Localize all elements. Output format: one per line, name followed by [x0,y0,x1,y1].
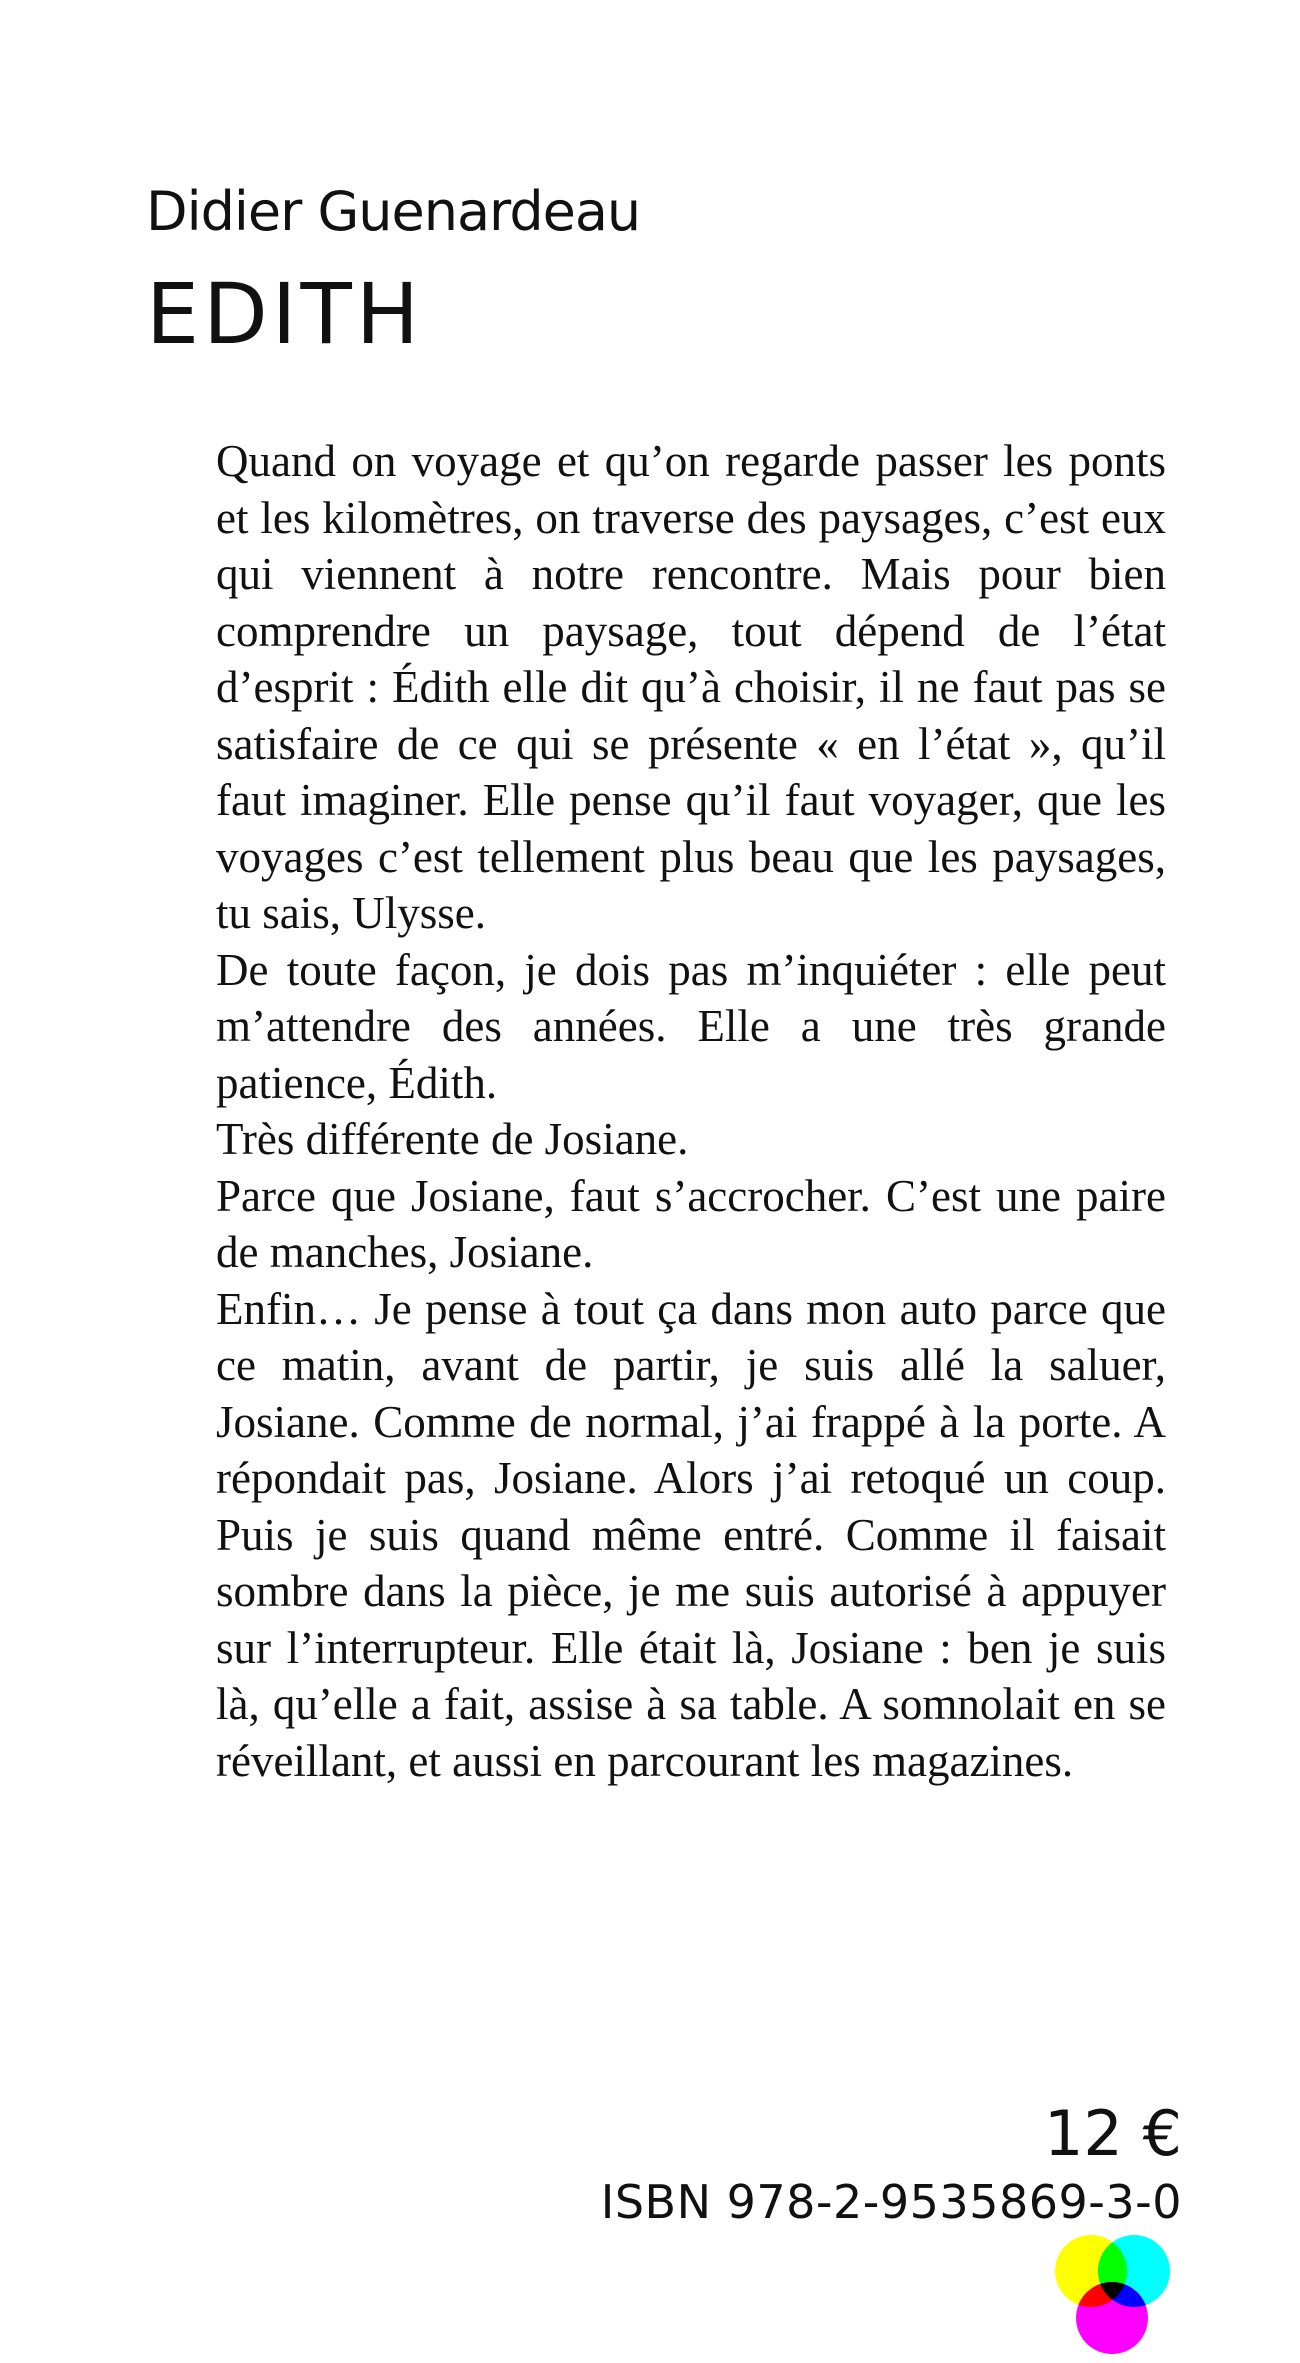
blurb-text [216,433,1166,1789]
price-label: 12 € [1043,2097,1182,2170]
blurb-paragraph: Enfin… Je pense à tout ça dans mon auto parce que ce matin, avant de partir, je suis allé la saluer, Josiane. Comme de normal, j’ai frappé à la porte. A répondait pas, Josiane. Alors j’ai retoqué un coup. Puis je suis quand même entré. Comme il faisait sombre dans la pièce, je me suis autorisé à appuyer sur l’interrupteur. Elle était là, Josiane : ben je suis là, qu’elle a fait, assise à sa table. A somnolait en se réveillant, et aussi en parcourant les magazines. [216,1283,1166,1786]
cmy-circles-logo-icon [1048,2228,1178,2358]
blurb-paragraph: De toute façon, je dois pas m’inquiéter : elle peut m’attendre des années. Elle a une très grande patience, Édith. [216,944,1166,1108]
blurb-paragraph: Parce que Josiane, faut s’accrocher. C’est une paire de manches, Josiane. [216,1170,1166,1277]
author-name: Didier Guenardeau [146,180,641,243]
blurb-paragraph: Quand on voyage et qu’on regarde passer les ponts et les kilomètres, on traverse des paysages, c’est eux qui viennent à notre rencontre. Mais pour bien comprendre un paysage, tout dépend de l’état d’esprit : Édith elle dit qu’à choisir, il ne faut pas se satisfaire de ce qui se présente « en l’état », qu’il faut imaginer. Elle pense qu’il faut voyager, que les voyages c’est tellement plus beau que les paysages, tu sais, Ulysse. [216,436,1166,938]
isbn-label: ISBN 978-2-9535869-3-0 [600,2175,1182,2229]
blurb-paragraph: Très différente de Josiane. [216,1114,689,1164]
book-title: EDITH [146,265,424,363]
